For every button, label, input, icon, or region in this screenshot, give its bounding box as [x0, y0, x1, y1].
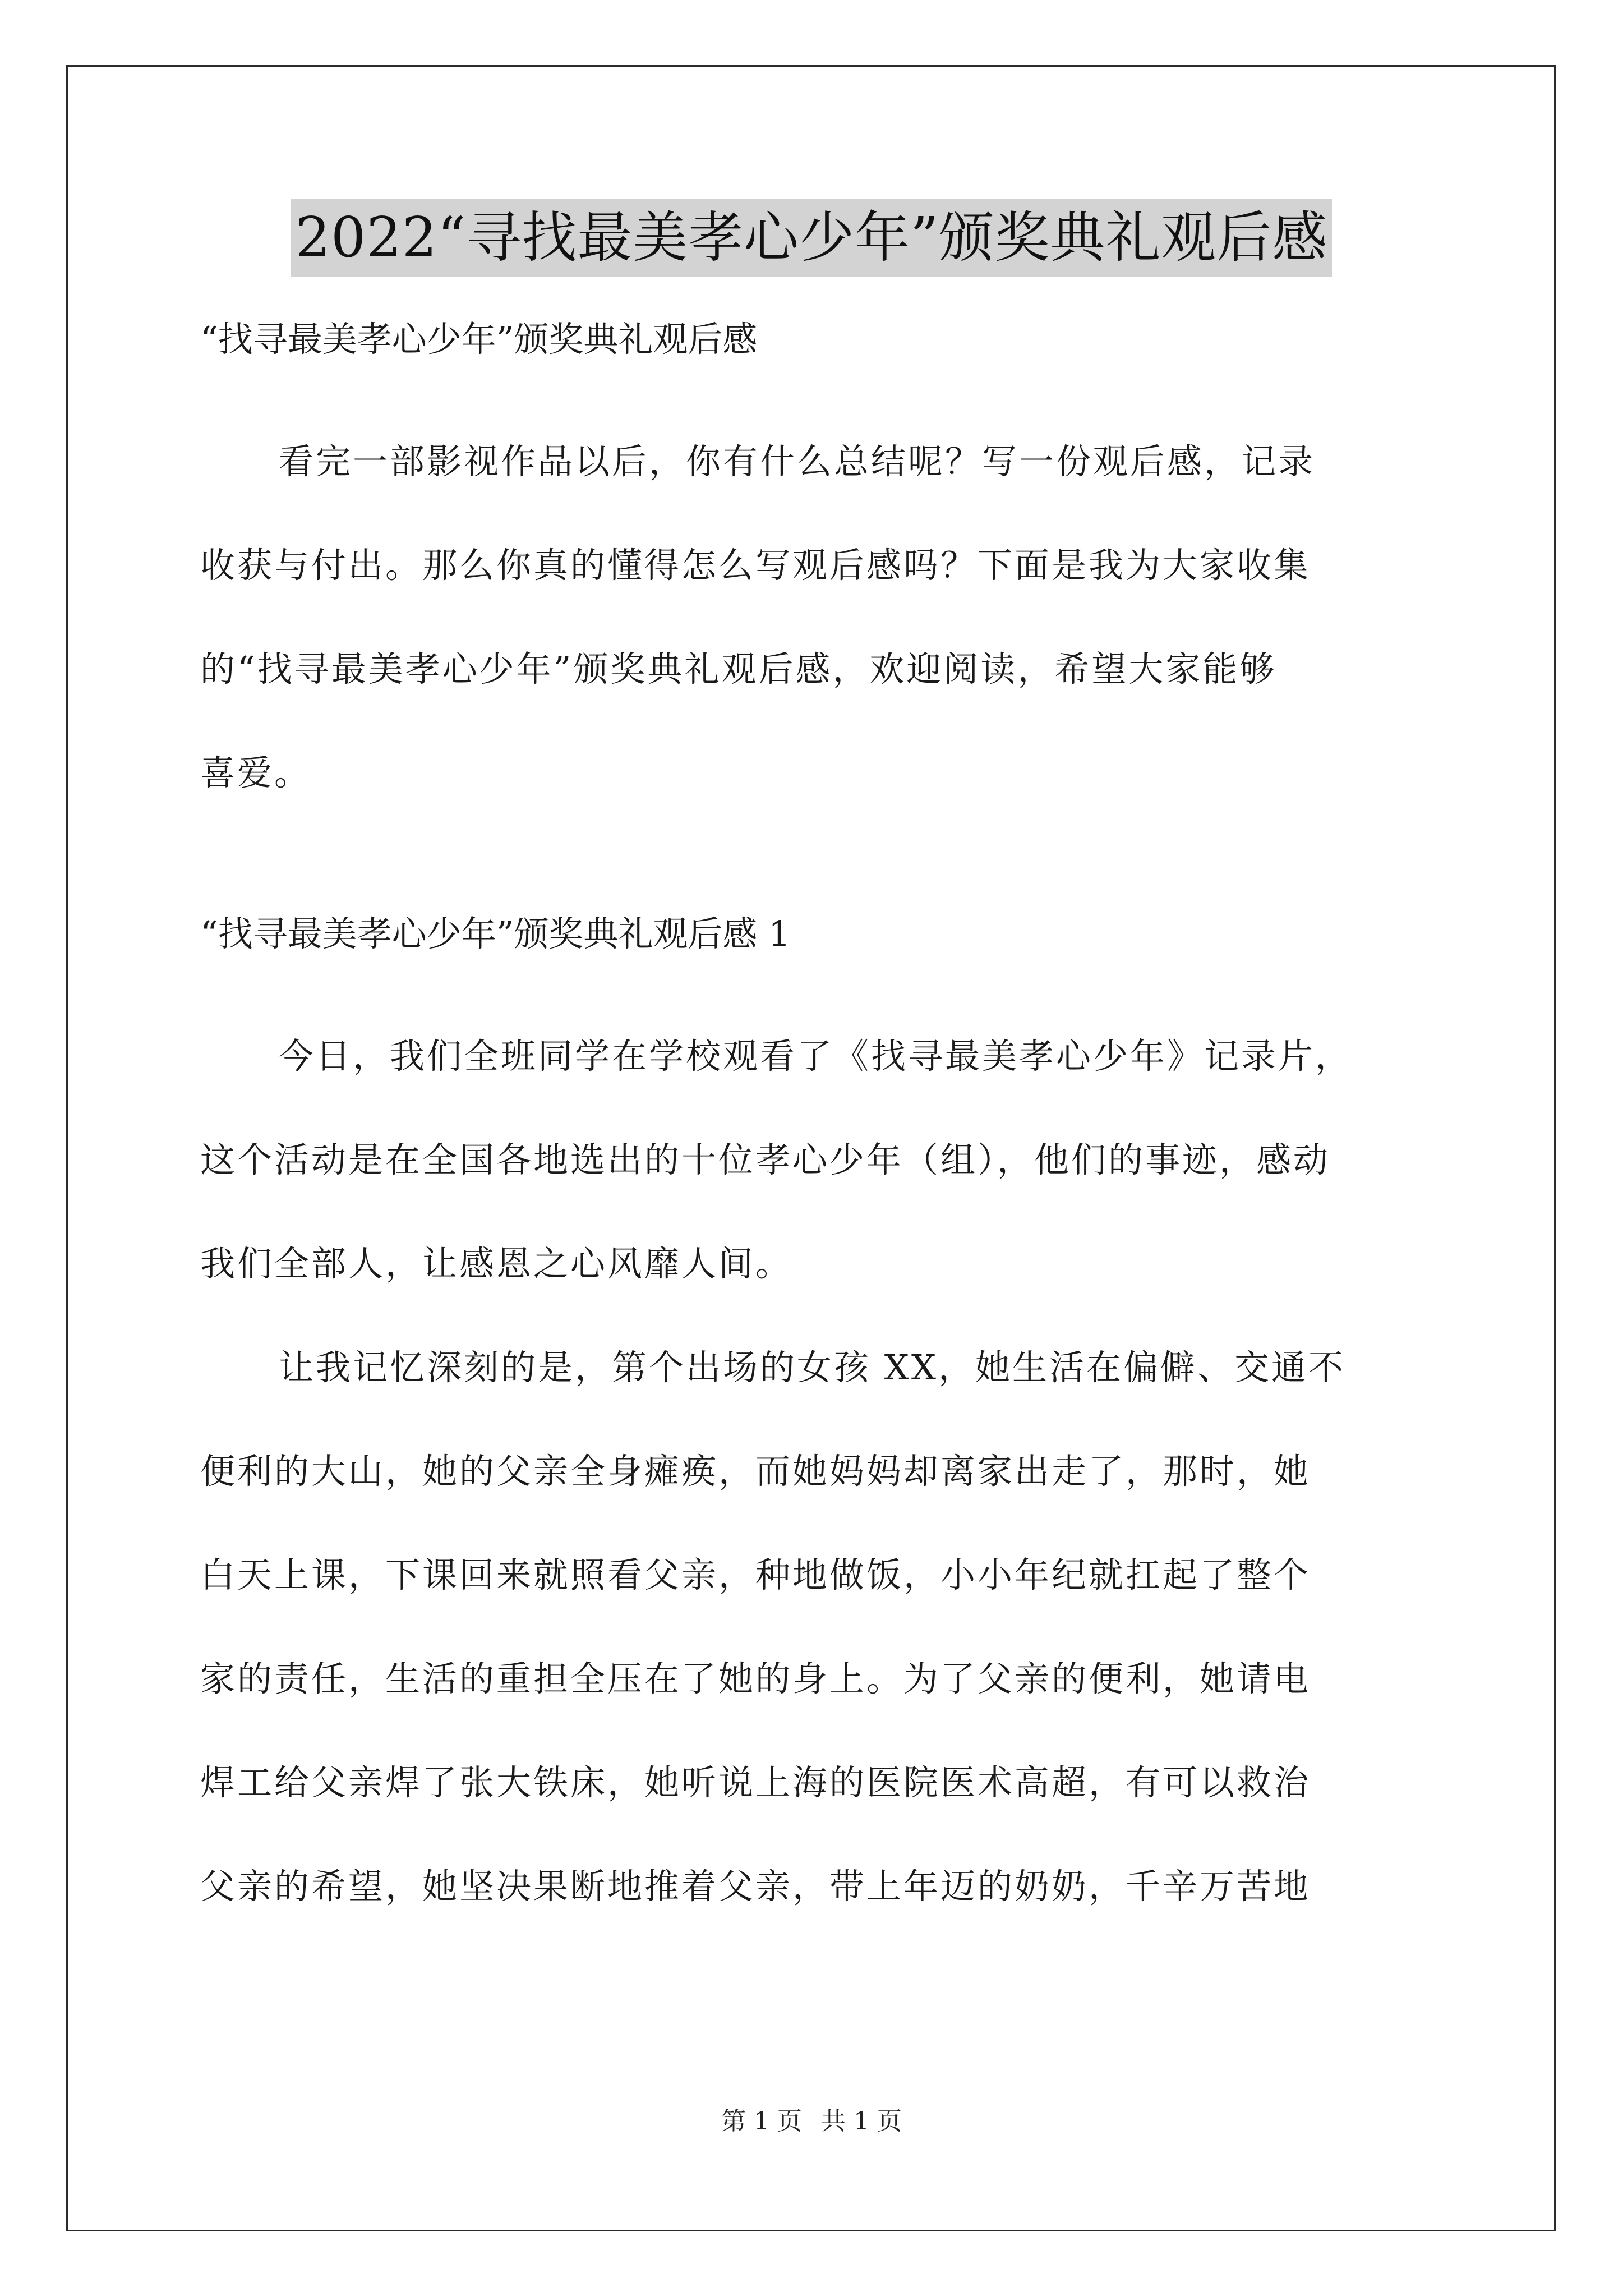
intro-heading: “找寻最美孝心少年”颁奖典礼观后感: [200, 319, 758, 360]
section1-paragraph-2: [200, 1315, 1434, 1938]
section1-paragraph-1: [200, 1004, 1434, 1315]
intro-paragraph: [200, 409, 1434, 825]
intro-line: 收获与付出。那么你真的懂得怎么写观后感吗？下面是我为大家收集: [200, 545, 1311, 586]
page-footer: [0, 2105, 1623, 2138]
page-total: 共 1 页: [821, 2107, 902, 2136]
paragraph-line: 白天上课，下课回来就照看父亲，种地做饭，小小年纪就扛起了整个: [200, 1554, 1311, 1595]
paragraph-line: 父亲的希望，她坚决果断地推着父亲，带上年迈的奶奶，千辛万苦地: [200, 1866, 1311, 1907]
intro-line: 的“找寻最美孝心少年”颁奖典礼观后感，欢迎阅读，希望大家能够: [200, 648, 1277, 689]
intro-line: 喜爱。: [200, 752, 312, 793]
paragraph-line: 这个活动是在全国各地选出的十位孝心少年（组），他们的事迹，感动: [200, 1139, 1331, 1180]
paragraph-line: 我们全部人，让感恩之心风靡人间。: [200, 1243, 793, 1284]
title-container: [0, 199, 1623, 277]
paragraph-line: 家的责任，生活的重担全压在了她的身上。为了父亲的便利，她请电: [200, 1658, 1311, 1699]
paragraph-line: 焊工给父亲焊了张大铁床，她听说上海的医院医术高超，有可以救治: [200, 1762, 1311, 1803]
document-body: [200, 314, 1434, 1938]
paragraph-line: 今日，我们全班同学在学校观看了《找寻最美孝心少年》记录片，: [279, 1036, 1353, 1076]
section1-heading: “找寻最美孝心少年”颁奖典礼观后感 1: [200, 913, 791, 954]
paragraph-line: 让我记忆深刻的是，第个出场的女孩 XX，她生活在偏僻、交通不: [279, 1347, 1345, 1388]
page-number: 第 1 页: [721, 2107, 802, 2136]
paragraph-line: 便利的大山，她的父亲全身瘫痪，而她妈妈却离家出走了，那时，她: [200, 1451, 1311, 1492]
document-title: 2022“寻找最美孝心少年”颁奖典礼观后感: [291, 199, 1332, 277]
intro-line: 看完一部影视作品以后，你有什么总结呢？写一份观后感，记录: [279, 441, 1316, 482]
